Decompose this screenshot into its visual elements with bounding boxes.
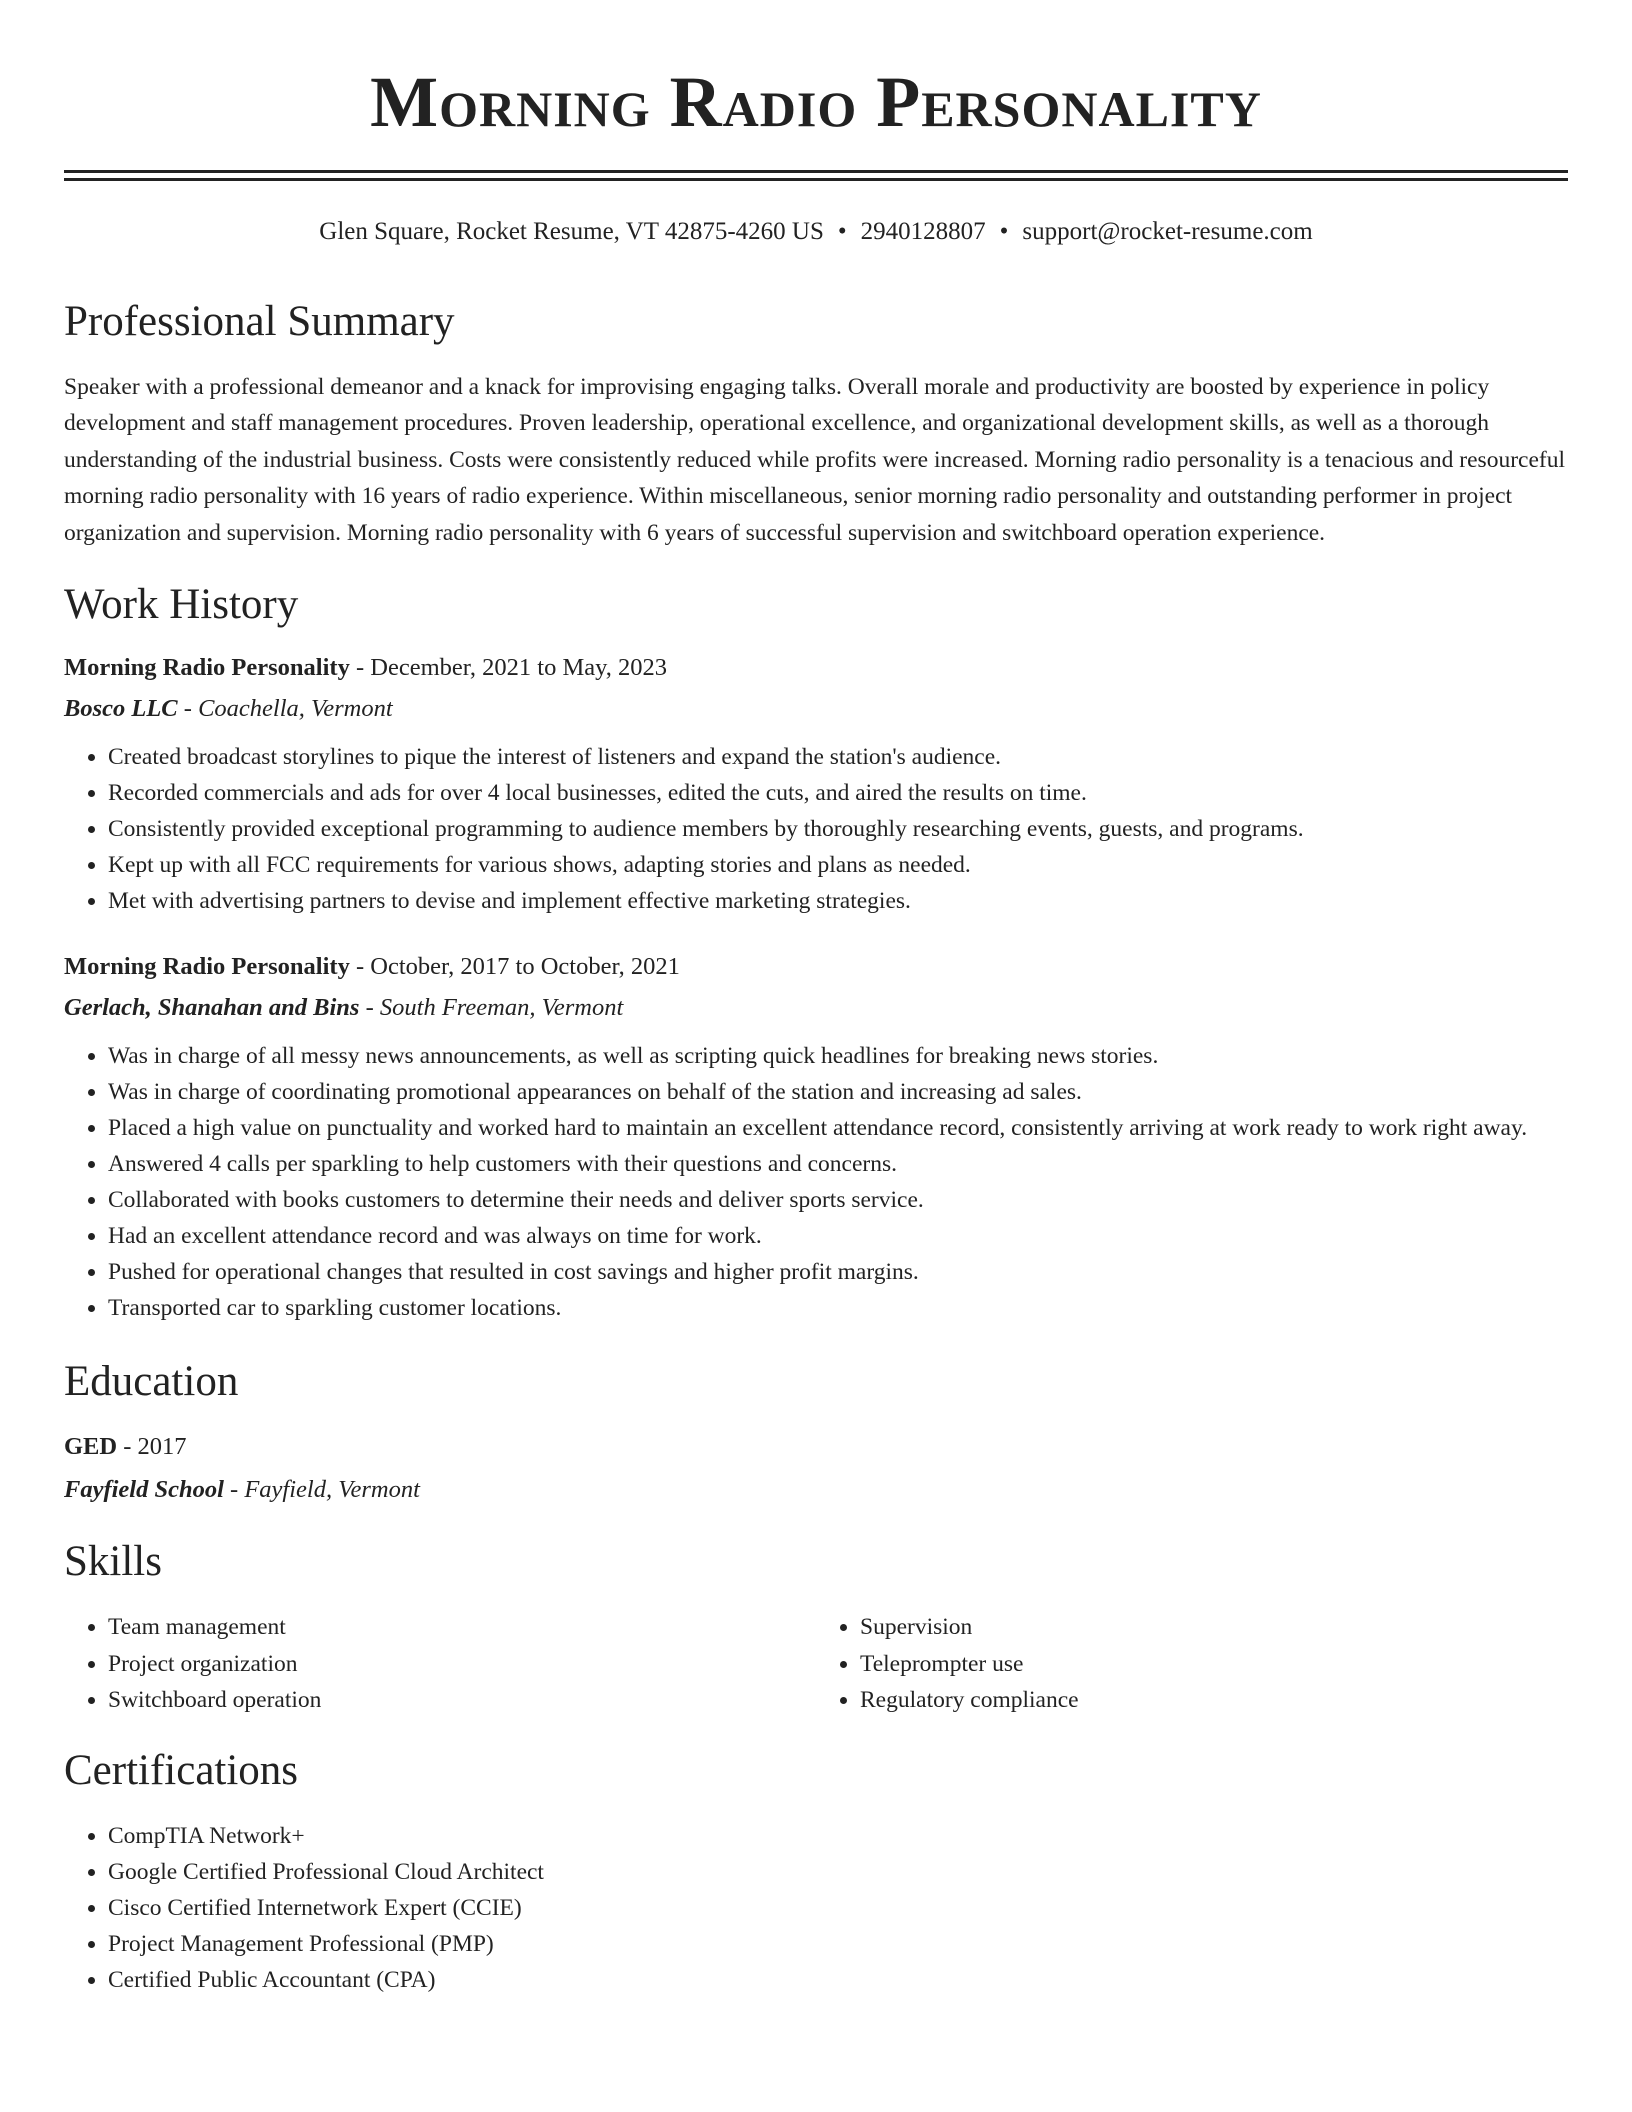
header-double-rule: [64, 170, 1568, 181]
skill-item: • Regulatory compliance: [860, 1682, 1568, 1719]
job-entry: [64, 656, 1568, 919]
certification-item: • CompTIA Network+: [108, 1818, 1568, 1854]
contact-line: [64, 219, 1568, 244]
job-company-line: [64, 993, 1568, 1021]
list-item: • Was in charge of all messy news announcements, as well as scripting quick headlines for breaking news stories.: [108, 1038, 1568, 1074]
job-company-line: [64, 694, 1568, 722]
job-role: Morning Radio Personality: [64, 654, 350, 682]
job-header: [64, 955, 1568, 980]
certification-item: • Google Certified Professional Cloud Architect: [108, 1854, 1568, 1890]
list-item: • Had an excellent attendance record and was always on time for work.: [108, 1218, 1568, 1254]
job-bullets: [64, 1038, 1568, 1326]
certifications-heading: Certifications: [64, 1746, 299, 1794]
skill-item: • Team management: [108, 1609, 816, 1646]
job-entry: [64, 955, 1568, 1326]
education-school: Fayfield School: [64, 1475, 224, 1503]
education-school-line: [64, 1475, 1568, 1503]
work-history-heading: Work History: [64, 581, 299, 629]
education-location: - Fayfield, Vermont: [223, 1475, 420, 1503]
list-item: • Answered 4 calls per sparkling to help customers with their questions and concerns.: [108, 1146, 1568, 1182]
contact-address: Glen Square, Rocket Resume, VT 42875-4260 US: [319, 218, 824, 245]
contact-separator: •: [837, 218, 847, 245]
skill-item: • Switchboard operation: [108, 1682, 816, 1719]
candidate-name: Morning Radio Personality: [370, 62, 1262, 142]
list-item: • Was in charge of coordinating promotional appearances on behalf of the station and increasing ad sales.: [108, 1074, 1568, 1110]
list-item: • Recorded commercials and ads for over 4 local businesses, edited the cuts, and aired the results on time.: [108, 775, 1568, 811]
list-item: • Collaborated with books customers to determine their needs and deliver sports service.: [108, 1182, 1568, 1218]
list-item: • Met with advertising partners to devise and implement effective marketing strategies.: [108, 883, 1568, 919]
skills-column-right: [816, 1609, 1568, 1719]
skill-item: • Project organization: [108, 1646, 816, 1683]
job-dates: - October, 2017 to October, 2021: [349, 953, 680, 981]
list-item: • Transported car to sparkling customer locations.: [108, 1290, 1568, 1326]
education-year: - 2017: [117, 1433, 187, 1461]
list-item: • Created broadcast storylines to pique the interest of listeners and expand the station's audience.: [108, 739, 1568, 775]
education-degree: GED: [64, 1433, 118, 1461]
job-company: Bosco LLC: [64, 694, 178, 722]
job-location: - South Freeman, Vermont: [359, 993, 624, 1021]
summary-heading: Professional Summary: [64, 298, 455, 345]
skill-item: • Teleprompter use: [860, 1646, 1568, 1683]
contact-email: support@rocket-resume.com: [1022, 218, 1313, 245]
skills-grid: [64, 1609, 1568, 1719]
certification-item: • Cisco Certified Internetwork Expert (CCIE): [108, 1890, 1568, 1926]
skills-column-left: [64, 1609, 816, 1719]
summary-text: Speaker with a professional demeanor and a knack for improvising engaging talks. Overall morale and productivity are boosted by experience in policy development and staff management procedures. Proven leadership, operational excellence, and organizational development skills, as well as a thorough understanding of the industrial business. Costs were consistently reduced while profits were increased. Morning radio personality is a tenacious and resourceful morning radio personality with 16 years of radio experience. Within miscellaneous, senior morning radio personality and outstanding performer in project organization and supervision. Morning radio personality with 6 years of successful supervision and switchboard operation experience.: [64, 374, 1565, 546]
list-item: • Pushed for operational changes that resulted in cost savings and higher profit margins.: [108, 1254, 1568, 1290]
job-dates: - December, 2021 to May, 2023: [349, 654, 668, 682]
education-heading: Education: [64, 1358, 239, 1406]
list-item: • Placed a high value on punctuality and worked hard to maintain an excellent attendance record, consistently arriving at work ready to work right away.: [108, 1110, 1568, 1146]
job-bullets: [64, 739, 1568, 919]
job-company: Gerlach, Shanahan and Bins: [64, 993, 360, 1021]
list-item: • Consistently provided exceptional programming to audience members by thoroughly researching events, guests, and programs.: [108, 811, 1568, 847]
job-header: [64, 656, 1568, 681]
skills-heading: Skills: [64, 1538, 162, 1586]
education-degree-line: [64, 1435, 1568, 1460]
contact-phone: 2940128807: [860, 218, 986, 245]
contact-separator: •: [999, 218, 1009, 245]
certifications-list: [64, 1818, 1568, 1998]
certification-item: • Project Management Professional (PMP): [108, 1926, 1568, 1962]
skill-item: • Supervision: [860, 1609, 1568, 1646]
job-role: Morning Radio Personality: [64, 953, 350, 981]
list-item: • Kept up with all FCC requirements for various shows, adapting stories and plans as needed.: [108, 847, 1568, 883]
job-location: - Coachella, Vermont: [177, 694, 393, 722]
certification-item: • Certified Public Accountant (CPA): [108, 1962, 1568, 1998]
